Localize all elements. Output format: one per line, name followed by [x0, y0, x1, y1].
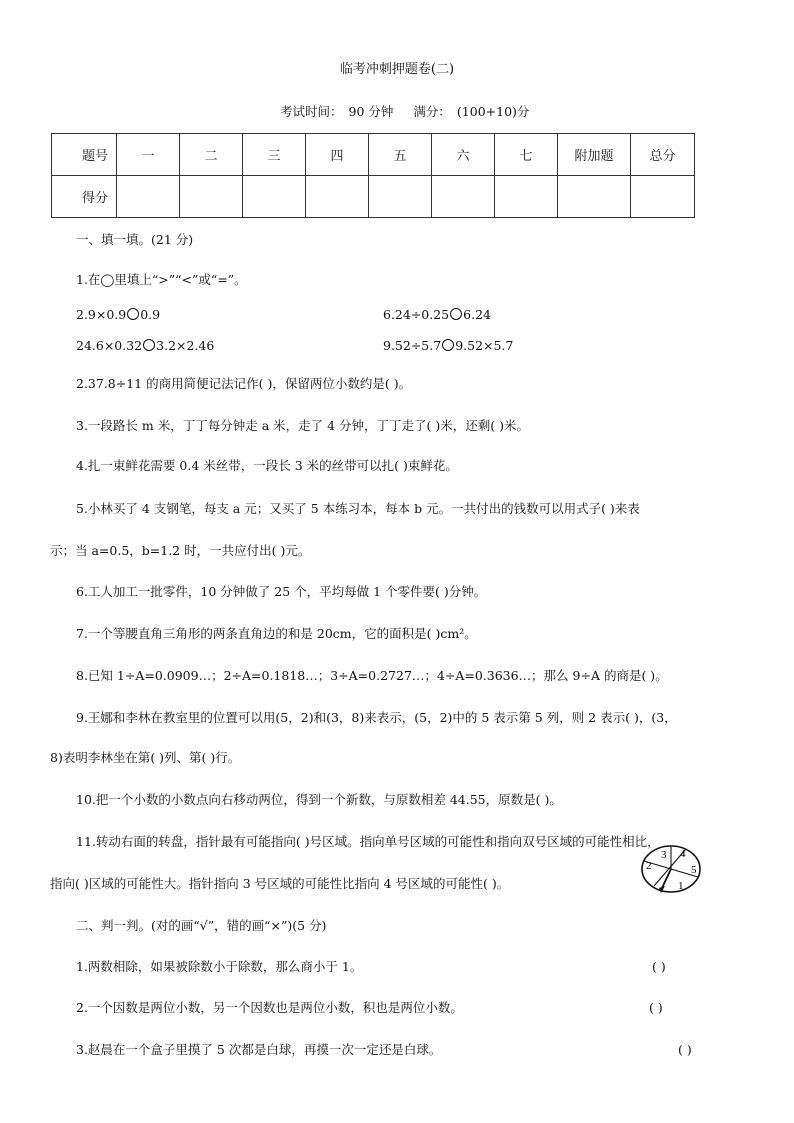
compare-circle[interactable] — [127, 308, 139, 320]
q9-text-line1: 9.王娜和李林在教室里的位置可以用(5，2)和(3，8)来表示，(5，2)中的 5 表示第 5 列，则 2 表示( )，(3， — [76, 710, 677, 725]
q1-item-right: 6.24 — [463, 307, 491, 322]
judge-bracket[interactable]: ( ) — [652, 959, 666, 974]
spinner-label: 4 — [680, 848, 686, 860]
score-table-header-row — [52, 134, 695, 176]
q11-text-line2: 指向( )区域的可能性大。指针指向 3 号区域的可能性比指向 4 号区域的可能性( )。 — [50, 876, 510, 891]
q9-text-line2: 8)表明李林坐在第( )列、第( )行。 — [50, 750, 241, 765]
score-cell[interactable] — [631, 176, 695, 218]
q1-item-right: 9.52×5.7 — [455, 338, 514, 353]
header-cell: 一 — [117, 134, 180, 176]
spinner-label: 1 — [678, 880, 684, 892]
score-table-score-row — [52, 176, 695, 218]
header-cell: 题号 — [52, 134, 117, 176]
judge-item-1: 1.两数相除，如果被除数小于除数，那么商小于 1。 — [76, 959, 363, 974]
score-row-label: 得分 — [52, 176, 117, 218]
exam-meta — [280, 104, 535, 119]
judge-bracket[interactable]: ( ) — [649, 1000, 663, 1015]
q7-text: 7.一个等腰直角三角形的两条直角边的和是 20cm，它的面积是( )cm²。 — [76, 626, 477, 641]
score-cell[interactable] — [558, 176, 631, 218]
q10-text: 10.把一个小数的小数点向右移动两位，得到一个新数，与原数相差 44.55，原数是( )。 — [76, 792, 562, 807]
q1-item-2 — [383, 307, 491, 322]
q6-text: 6.工人加工一批零件，10 分钟做了 25 个，平均每做 1 个零件要( )分钟。 — [76, 584, 487, 599]
judge-item-2: 2.一个因数是两位小数，另一个因数也是两位小数，积也是两位小数。 — [76, 1000, 463, 1015]
score-label: 满分： — [413, 104, 451, 119]
q1-item-left: 6.24÷0.25 — [383, 307, 450, 322]
score-table — [51, 133, 695, 218]
judge-item-3: 3.赵晨在一个盒子里摸了 5 次都是白球，再摸一次一定还是白球。 — [76, 1042, 442, 1057]
spinner-figure — [640, 844, 702, 894]
q5-text-line2: 示；当 a=0.5，b=1.2 时，一共应付出( )元。 — [50, 543, 311, 558]
score-cell[interactable] — [117, 176, 180, 218]
q3-text: 3.一段路长 m 米，丁丁每分钟走 a 米，走了 4 分钟，丁丁走了( )米，还剩( )米。 — [76, 418, 529, 433]
spinner-label: 2 — [646, 860, 652, 872]
score-cell[interactable] — [180, 176, 243, 218]
q1-item-left: 2.9×0.9 — [76, 307, 127, 322]
header-cell: 四 — [306, 134, 369, 176]
score-cell[interactable] — [432, 176, 495, 218]
section1-heading: 一、填一填。(21 分) — [76, 232, 194, 247]
spinner-label: 3 — [661, 849, 667, 861]
score-cell[interactable] — [495, 176, 558, 218]
spinner-label: 5 — [691, 864, 697, 876]
q1-item-3 — [76, 338, 214, 353]
score-cell[interactable] — [243, 176, 306, 218]
page-title: 临考冲刺押题卷(二) — [339, 62, 455, 77]
q1-item-right: 0.9 — [140, 307, 161, 322]
header-cell: 五 — [369, 134, 432, 176]
header-cell: 二 — [180, 134, 243, 176]
compare-circle[interactable] — [450, 308, 462, 320]
compare-circle[interactable] — [143, 339, 155, 351]
score-cell[interactable] — [306, 176, 369, 218]
q11-text-line1: 11.转动右面的转盘，指针最有可能指向( )号区域。指向单号区域的可能性和指向双号区域的可能性相比， — [76, 834, 660, 849]
q4-text: 4.扎一束鲜花需要 0.4 米丝带，一段长 3 米的丝带可以扎( )束鲜花。 — [76, 458, 458, 473]
compare-circle[interactable] — [442, 339, 454, 351]
q2-text: 2.37.8÷11 的商用简便记法记作( )，保留两位小数约是( )。 — [76, 376, 412, 391]
header-cell: 附加题 — [558, 134, 631, 176]
judge-bracket[interactable]: ( ) — [678, 1042, 692, 1057]
score-cell[interactable] — [369, 176, 432, 218]
q1-item-right: 3.2×2.46 — [156, 338, 215, 353]
q1-item-4 — [383, 338, 513, 353]
header-cell: 六 — [432, 134, 495, 176]
score-value: (100+10)分 — [456, 104, 530, 119]
q1-item-1 — [76, 307, 160, 322]
time-label: 考试时间： — [280, 104, 343, 119]
q1-item-left: 9.52÷5.7 — [383, 338, 442, 353]
q1-text: 1.在◯里填上“>”“<”或“=”。 — [76, 272, 247, 287]
time-value: 90 分钟 — [348, 104, 394, 119]
header-cell: 七 — [495, 134, 558, 176]
header-cell: 总分 — [631, 134, 695, 176]
q5-text-line1: 5.小林买了 4 支钢笔，每支 a 元；又买了 5 本练习本，每本 b 元。一共付出的钱数可以用式子( )来表 — [76, 501, 640, 516]
section2-heading: 二、判一判。(对的画“√”，错的画“×”)(5 分) — [76, 918, 327, 933]
header-cell: 三 — [243, 134, 306, 176]
q1-item-left: 24.6×0.32 — [76, 338, 143, 353]
q8-text: 8.已知 1÷A=0.0909…；2÷A=0.1818…；3÷A=0.2727…；4÷A=0.3636…；那么 9÷A 的商是( )。 — [76, 668, 668, 683]
